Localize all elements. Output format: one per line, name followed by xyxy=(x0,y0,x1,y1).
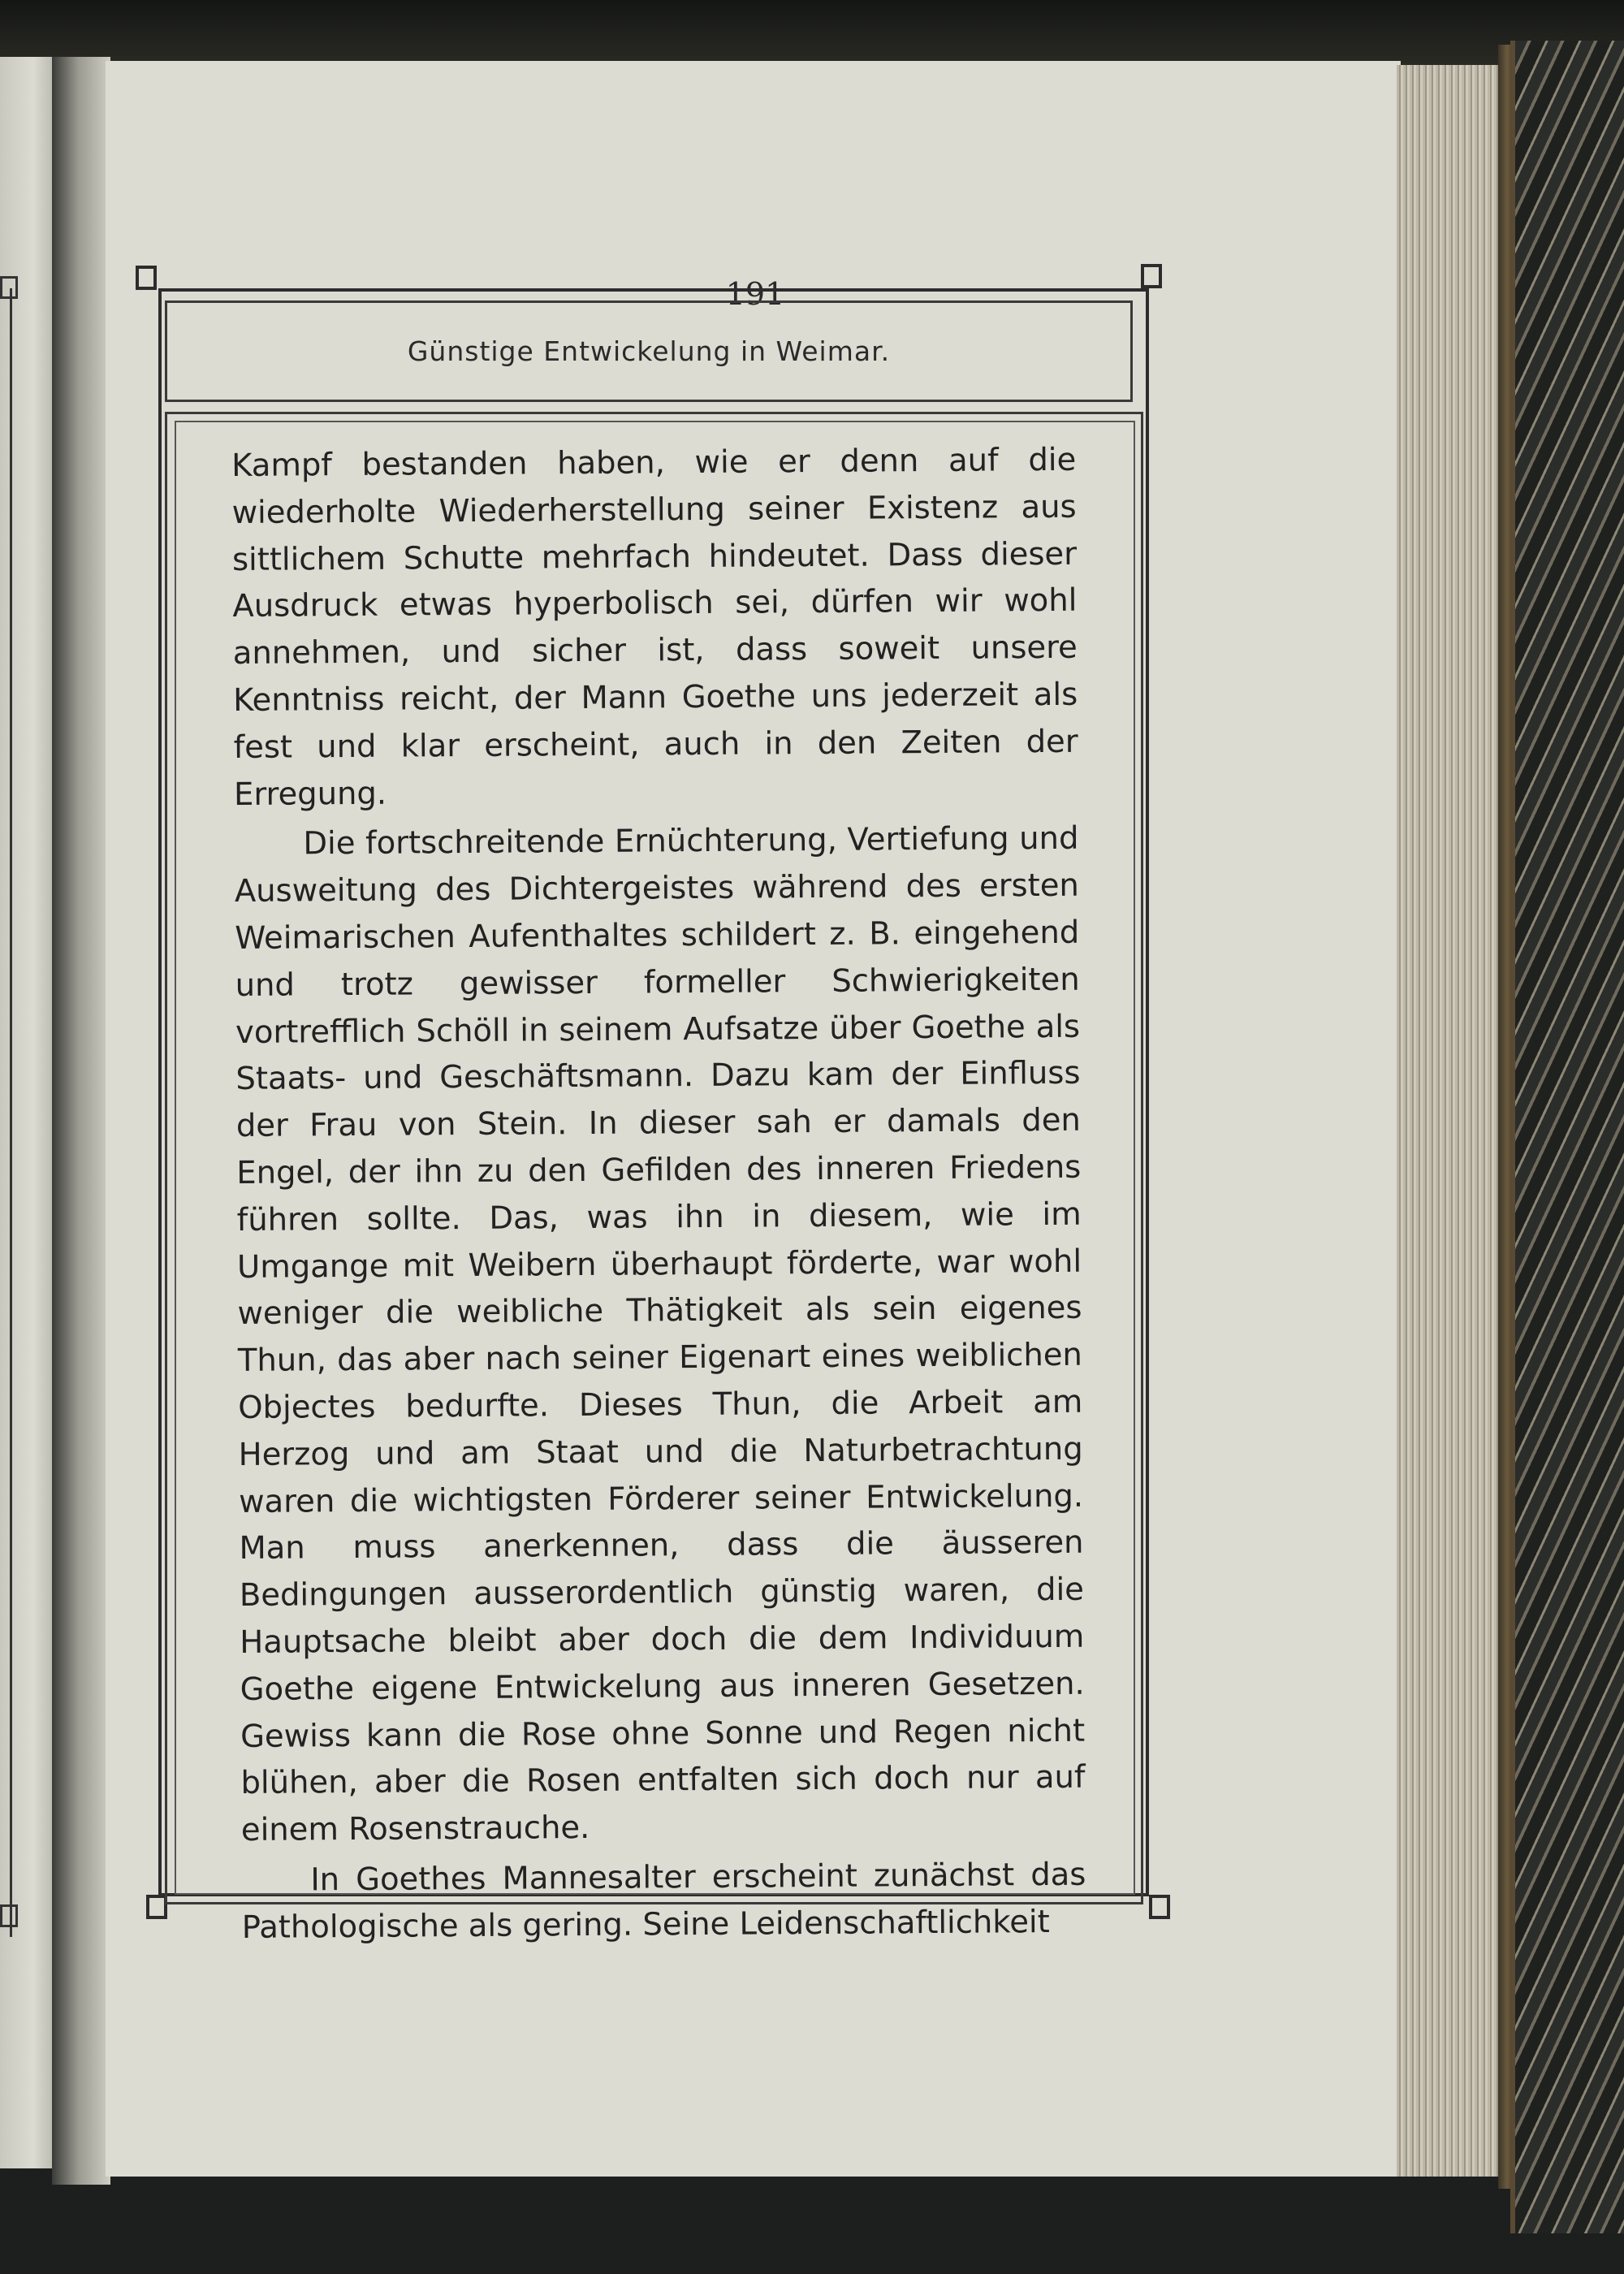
background-top xyxy=(0,0,1624,65)
book-gutter xyxy=(52,57,110,2185)
page-number: 191 xyxy=(725,276,785,312)
paragraph: Die fortschreitende Ernüchterung, Vertiefung und Ausweitung des Dichtergeistes während des ersten Weimarischen Aufenthaltes schildert z. B. eingehend und trotz gewisser formeller Schwierigkeiten vortrefflich Schöll in seinem Aufsatze über Goethe als Staats- und Geschäftsmann. Dazu kam der Einfluss der Frau von Stein. In dieser sah er damals den Engel, der ihn zu den Gefilden des inneren Friedens führen sollte. Das, was ihn in diesem, wie im Umgange mit Weibern überhaupt förderte, war wohl weniger die weibliche Thätigkeit als sein eigenes Thun, das aber nach seiner Eigenart eines weiblichen Objectes bedurfte. Dieses Thun, die Arbeit am Herzog und am Staat und die Naturbetrachtung waren die wichtigsten Förderer seiner Entwickelung. Man muss anerkennen, dass die äusseren Bedingungen ausserordentlich günstig waren, die Hauptsache bleibt aber doch die dem Individuum Goethe eigene Entwickelung aus inneren Gesetzen. Gewiss kann die Rose ohne Sonne und Regen nicht blühen, aber die Rosen entfalten sich doch nur auf einem Rosenstrauche. xyxy=(234,820,1086,1849)
marbled-cover xyxy=(1510,41,1624,2233)
page-fore-edge xyxy=(1397,65,1498,2177)
paragraph: In Goethes Mannesalter erscheint zunächst das Pathologische als gering. Seine Leidenschaftlichkeit xyxy=(241,1856,1086,1946)
frame-corner-bottom-right xyxy=(1149,1895,1170,1919)
frame-corner-top-left xyxy=(136,266,157,290)
running-head: Günstige Entwickelung in Weimar. xyxy=(407,335,891,367)
running-head-box xyxy=(165,300,1133,402)
left-page-frame xyxy=(0,288,12,1937)
frame-corner-top-right xyxy=(1141,264,1162,288)
paragraph: Kampf bestanden haben, wie er denn auf die wiederholte Wiederherstellung seiner Existenz aus sittlichem Schutte mehrfach hindeutet. Dass dieser Ausdruck etwas hyperbolisch sei, dürfen wir wohl annehmen, und sicher ist, dass soweit unsere Kenntniss reicht, der Mann Goethe uns jederzeit als fest und klar erscheint, auch in den Zeiten der Erregung. xyxy=(231,441,1078,813)
left-page-corner-top xyxy=(0,276,18,299)
body-text xyxy=(231,437,1086,1952)
left-page-corner-bottom xyxy=(0,1904,18,1927)
